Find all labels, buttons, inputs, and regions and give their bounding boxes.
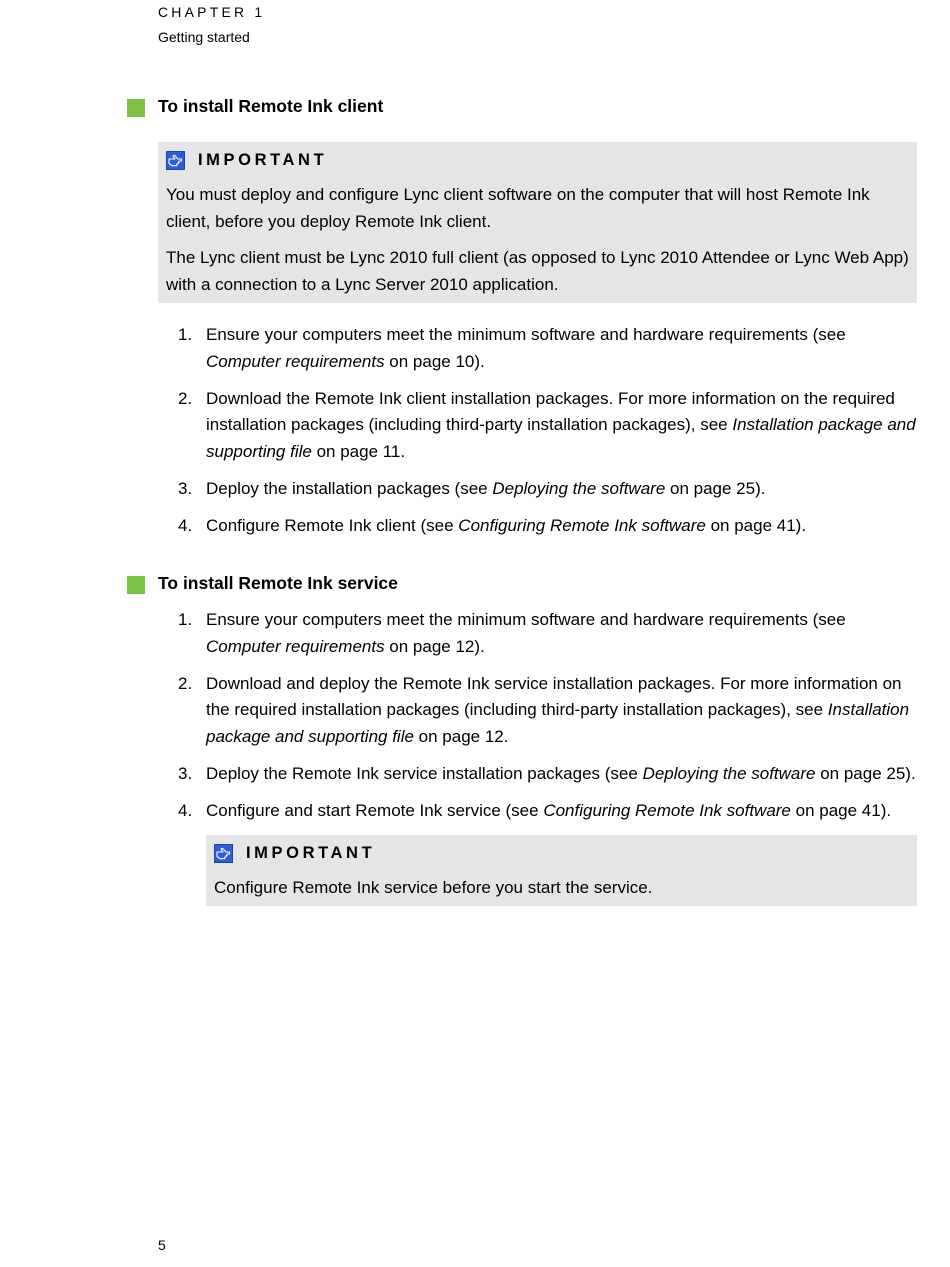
list-item	[178, 607, 918, 660]
step-link[interactable]: Computer requirements	[206, 636, 385, 656]
step-text: on page 11.	[311, 441, 406, 461]
green-square-icon	[127, 99, 145, 117]
important-note-service	[206, 835, 917, 906]
important-paragraph: You must deploy and configure Lync client software on the computer that will host Remote Ink client, before you deploy Remote Ink client.	[166, 185, 870, 231]
step-text: Download and deploy the Remote Ink service installation packages. For more information on the required installation packages (including third-party installation packages), see	[206, 673, 902, 719]
step-text: Configure and start Remote Ink service (see	[206, 800, 544, 820]
section-title-client: To install Remote Ink client	[158, 96, 384, 116]
step-text: Ensure your computers meet the minimum software and hardware requirements (see	[206, 325, 846, 344]
important-header	[214, 841, 909, 865]
page-number: 5	[158, 1237, 166, 1253]
step-number: 4.	[178, 800, 193, 820]
step-text: on page 12.	[413, 726, 509, 746]
step-link[interactable]: Configuring Remote Ink software	[543, 800, 791, 820]
step-number: 2.	[178, 673, 193, 693]
step-text: Ensure your computers meet the minimum software and hardware requirements (see	[206, 610, 846, 629]
step-link[interactable]: Deploying the software	[492, 478, 666, 498]
step-number: 4.	[178, 515, 193, 535]
important-paragraph: The Lync client must be Lync 2010 full client (as opposed to Lync 2010 Attendee or Lync Web App) with a connection to a Lync Server 2010 application.	[166, 248, 909, 294]
step-text: on page 25).	[665, 478, 766, 498]
section-title-service: To install Remote Ink service	[158, 573, 398, 593]
list-item	[178, 798, 918, 825]
step-link[interactable]: Computer requirements	[206, 351, 385, 371]
steps-list-client	[178, 322, 918, 550]
step-link[interactable]: Installation package and supporting file	[206, 700, 910, 746]
step-link[interactable]: Configuring Remote Ink software	[458, 515, 706, 535]
step-number: 3.	[178, 478, 193, 498]
step-text: on page 25).	[815, 763, 916, 783]
step-number: 1.	[178, 325, 193, 344]
important-note-client	[158, 142, 917, 303]
pointing-hand-icon	[214, 844, 233, 863]
step-number: 1.	[178, 610, 193, 629]
list-item	[178, 513, 918, 540]
step-text: Deploy the Remote Ink service installation packages (see	[206, 763, 643, 783]
step-link[interactable]: Deploying the software	[642, 763, 816, 783]
green-square-icon	[127, 576, 145, 594]
important-paragraph: Configure Remote Ink service before you start the service.	[214, 878, 653, 897]
step-text: Download the Remote Ink client installation packages. For more information on the required installation packages (including third-party installation packages), see	[206, 388, 895, 434]
list-item	[178, 476, 918, 503]
list-item	[178, 761, 918, 788]
steps-list-service	[178, 607, 918, 835]
pointing-hand-icon	[166, 151, 185, 170]
chapter-label: CHAPTER 1	[158, 4, 266, 20]
step-text: on page 41).	[790, 800, 892, 820]
step-text: on page 41).	[705, 515, 807, 535]
step-text: on page 10).	[384, 351, 485, 371]
list-item	[178, 322, 918, 375]
list-item	[178, 386, 918, 466]
chapter-subtitle: Getting started	[158, 29, 250, 45]
important-label: IMPORTANT	[198, 150, 328, 169]
step-text: Deploy the installation packages (see	[206, 478, 493, 498]
important-label: IMPORTANT	[246, 843, 376, 862]
step-text: Configure Remote Ink client (see	[206, 515, 459, 535]
step-number: 2.	[178, 388, 193, 408]
important-header	[166, 148, 909, 172]
step-number: 3.	[178, 763, 193, 783]
list-item	[178, 671, 918, 751]
step-text: on page 12).	[384, 636, 485, 656]
step-link[interactable]: Installation package and supporting file	[206, 415, 916, 461]
